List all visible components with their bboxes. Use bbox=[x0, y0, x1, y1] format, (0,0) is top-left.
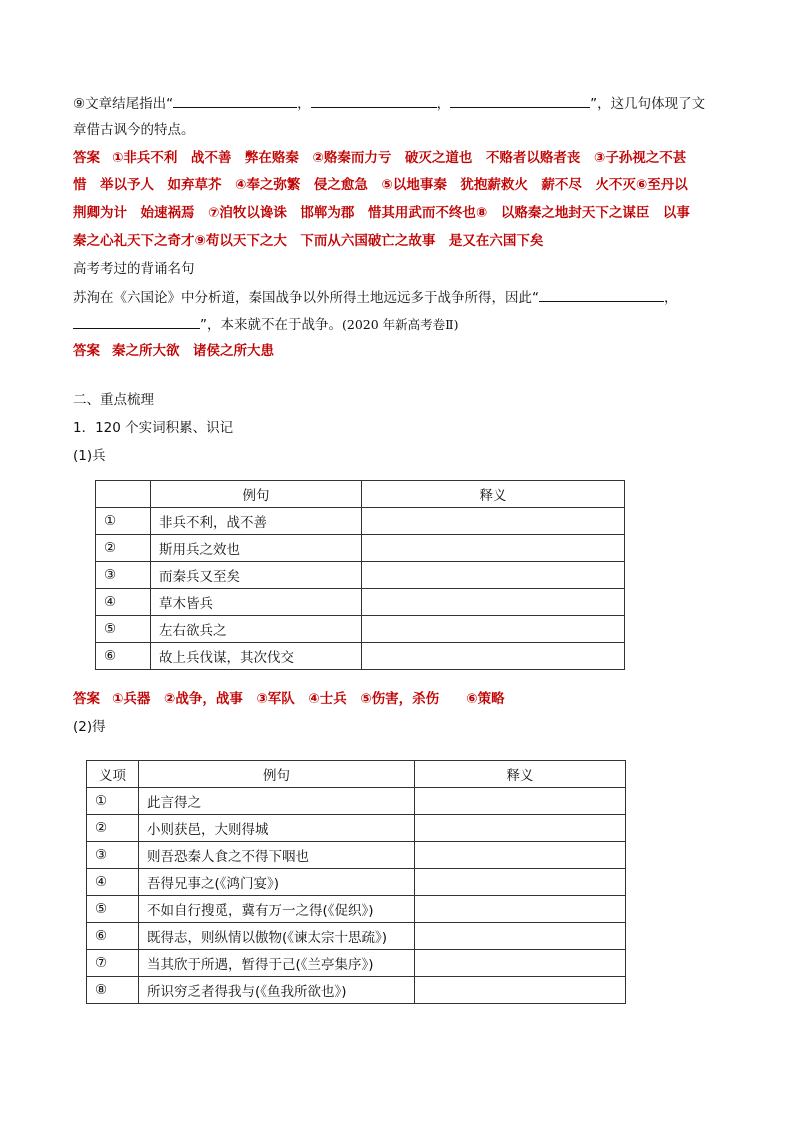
answer-2-text: 秦之所大欲 诸侯之所大患 bbox=[112, 343, 274, 359]
meaning-cell[interactable] bbox=[362, 589, 625, 616]
row-number: ③ bbox=[96, 562, 151, 589]
table-row bbox=[96, 508, 625, 535]
example-cell: 草木皆兵 bbox=[151, 589, 362, 616]
meaning-cell[interactable] bbox=[362, 535, 625, 562]
meaning-cell[interactable] bbox=[362, 616, 625, 643]
example-cell: 左右欲兵之 bbox=[151, 616, 362, 643]
table-row bbox=[96, 562, 625, 589]
meaning-cell[interactable] bbox=[415, 977, 626, 1004]
table-header-row bbox=[87, 761, 626, 788]
famous-text2: ”，本来就不在于战争。 bbox=[200, 317, 342, 333]
meaning-cell[interactable] bbox=[362, 643, 625, 670]
answer-1-line1 bbox=[73, 148, 686, 168]
table-row bbox=[87, 950, 626, 977]
table-row bbox=[87, 896, 626, 923]
meaning-cell[interactable] bbox=[415, 842, 626, 869]
word-1-table bbox=[95, 480, 625, 670]
blank-2[interactable] bbox=[311, 93, 437, 108]
row-number: ③ bbox=[87, 842, 139, 869]
table-row bbox=[96, 535, 625, 562]
header-cell: 义项 bbox=[87, 761, 139, 788]
blank-4[interactable] bbox=[539, 287, 664, 302]
table-header-row bbox=[96, 481, 625, 508]
example-cell: 故上兵伐谋，其次伐交 bbox=[151, 643, 362, 670]
example-cell: 斯用兵之效也 bbox=[151, 535, 362, 562]
meaning-cell[interactable] bbox=[415, 896, 626, 923]
table-row bbox=[87, 788, 626, 815]
example-cell: 非兵不利，战不善 bbox=[151, 508, 362, 535]
header-cell: 例句 bbox=[151, 481, 362, 508]
word-1-title: (1)兵 bbox=[73, 448, 106, 464]
answer-2-label: 答案 bbox=[73, 343, 100, 359]
row-number: ⑤ bbox=[87, 896, 139, 923]
q9-prefix: ⑨文章结尾指出“ bbox=[73, 96, 174, 112]
header-cell: 释义 bbox=[362, 481, 625, 508]
blank-1[interactable] bbox=[173, 93, 297, 108]
table-row bbox=[87, 842, 626, 869]
row-number: ② bbox=[87, 815, 139, 842]
example-cell: 而秦兵又至矣 bbox=[151, 562, 362, 589]
answer-1-line3: 荆卿为计 始速祸焉 ⑦洎牧以谗诛 邯郸为郡 惜其用武而不终也⑧ 以赂秦之地封天下之谋臣 以事 bbox=[73, 205, 690, 221]
answer-1-line2: 惜 举以予人 如弃草芥 ④奉之弥繁 侵之愈急 ⑤以地事秦 犹抱薪救火 薪不尽 火不灭⑥至丹以 bbox=[73, 177, 688, 193]
table-row bbox=[87, 977, 626, 1004]
famous-heading: 高考考过的背诵名句 bbox=[73, 261, 195, 277]
example-cell: 则吾恐秦人食之不得下咽也 bbox=[139, 842, 415, 869]
section-subtitle: 1．120 个实词积累、识记 bbox=[73, 420, 234, 436]
header-cell bbox=[96, 481, 151, 508]
answer-3-text: ①兵器 ②战争，战事 ③军队 ④士兵 ⑤伤害，杀伤 ⑥策略 bbox=[112, 691, 505, 707]
example-cell: 既得志，则纵情以傲物(《谏太宗十思疏》) bbox=[139, 923, 415, 950]
row-number: ④ bbox=[96, 589, 151, 616]
table-row bbox=[87, 923, 626, 950]
meaning-cell[interactable] bbox=[415, 923, 626, 950]
famous-line2 bbox=[73, 314, 459, 335]
famous-text1: 苏洵在《六国论》中分析道，秦国战争以外所得土地远远多于战争所得，因此“ bbox=[73, 290, 539, 306]
meaning-cell[interactable] bbox=[415, 788, 626, 815]
question-9-line2: 章借古讽今的特点。 bbox=[73, 122, 195, 138]
row-number: ⑥ bbox=[96, 643, 151, 670]
answer-3-line bbox=[73, 689, 505, 709]
table-row bbox=[96, 616, 625, 643]
example-cell: 所识穷乏者得我与(《鱼我所欲也》) bbox=[139, 977, 415, 1004]
meaning-cell[interactable] bbox=[415, 869, 626, 896]
famous-sep: ， bbox=[664, 290, 678, 306]
row-number: ⑤ bbox=[96, 616, 151, 643]
row-number: ⑥ bbox=[87, 923, 139, 950]
answer-1-line4: 秦之心礼天下之奇才⑨苟以天下之大 下而从六国破亡之故事 是又在六国下矣 bbox=[73, 233, 544, 249]
famous-source: (2020 年新高考卷Ⅱ) bbox=[342, 317, 459, 332]
section-title: 二、重点梳理 bbox=[73, 392, 154, 408]
q9-sep1: ， bbox=[297, 96, 311, 112]
example-cell: 小则获邑，大则得城 bbox=[139, 815, 415, 842]
q9-sep2: ， bbox=[436, 96, 451, 112]
row-number: ② bbox=[96, 535, 151, 562]
word-2-table bbox=[86, 760, 626, 1004]
meaning-cell[interactable] bbox=[362, 508, 625, 535]
header-cell: 例句 bbox=[139, 761, 415, 788]
famous-line1 bbox=[73, 287, 678, 308]
header-cell: 释义 bbox=[415, 761, 626, 788]
row-number: ⑦ bbox=[87, 950, 139, 977]
answer-label: 答案 bbox=[73, 150, 100, 166]
blank-5[interactable] bbox=[73, 314, 200, 329]
table-row bbox=[96, 589, 625, 616]
question-9-line1 bbox=[73, 93, 705, 114]
meaning-cell[interactable] bbox=[362, 562, 625, 589]
example-cell: 不如自行搜觅，冀有万一之得(《促织》) bbox=[139, 896, 415, 923]
row-number: ⑧ bbox=[87, 977, 139, 1004]
row-number: ① bbox=[87, 788, 139, 815]
answer-3-label: 答案 bbox=[73, 691, 100, 707]
table-row bbox=[87, 815, 626, 842]
example-cell: 吾得兄事之(《鸿门宴》) bbox=[139, 869, 415, 896]
blank-3[interactable] bbox=[450, 93, 590, 108]
example-cell: 当其欣于所遇，暂得于己(《兰亭集序》) bbox=[139, 950, 415, 977]
answer-1-text1: ①非兵不利 战不善 弊在赂秦 ②赂秦而力亏 破灭之道也 不赂者以赂者丧 ③子孙视之不甚 bbox=[112, 150, 687, 166]
example-cell: 此言得之 bbox=[139, 788, 415, 815]
table-row bbox=[96, 643, 625, 670]
meaning-cell[interactable] bbox=[415, 950, 626, 977]
meaning-cell[interactable] bbox=[415, 815, 626, 842]
q9-suffix: ”，这几句体现了文 bbox=[590, 96, 706, 112]
word-2-title: (2)得 bbox=[73, 719, 106, 735]
row-number: ① bbox=[96, 508, 151, 535]
table-row bbox=[87, 869, 626, 896]
answer-2-line bbox=[73, 341, 274, 361]
row-number: ④ bbox=[87, 869, 139, 896]
